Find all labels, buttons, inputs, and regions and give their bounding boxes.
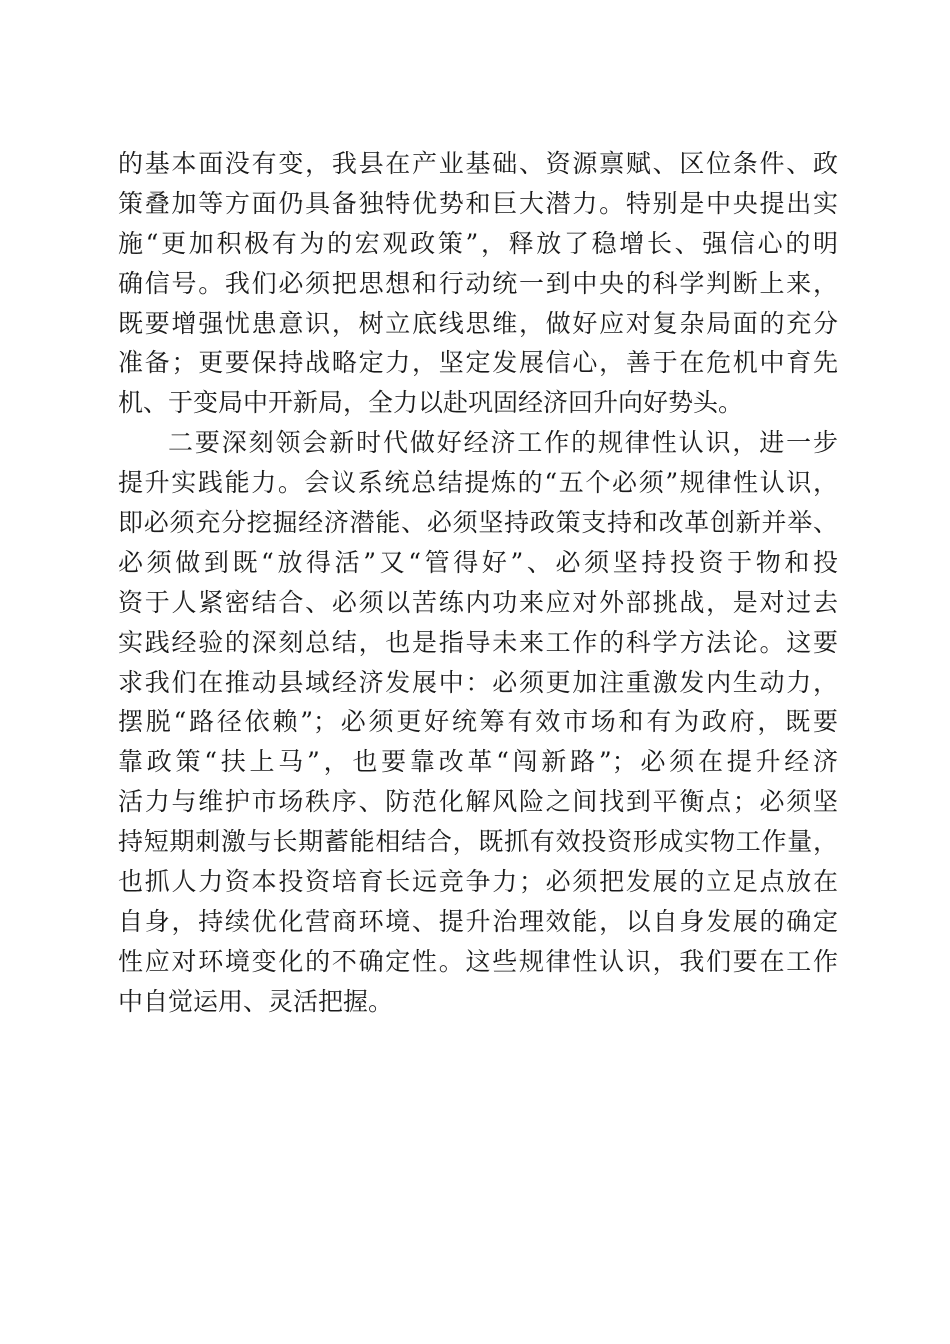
text-line: 活力与维护市场秩序、防范化解风险之间找到平衡点；必须坚 [118, 787, 838, 817]
text-line: 提升实践能力。会议系统总结提炼的“五个必须”规律性认识， [118, 468, 838, 498]
text-line: 也抓人力资本投资培育长远竞争力；必须把发展的立足点放在 [118, 867, 838, 897]
text-line: 性应对环境变化的不确定性。这些规律性认识，我们要在工作 [118, 946, 838, 976]
text-line: 摆脱“路径依赖”；必须更好统筹有效市场和有为政府，既要 [118, 707, 838, 737]
document-body [118, 144, 838, 1022]
text-line: 策叠加等方面仍具备独特优势和巨大潜力。特别是中央提出实 [118, 188, 838, 218]
text-line: 持短期刺激与长期蓄能相结合，既抓有效投资形成实物工作量， [118, 827, 838, 857]
text-line: 的基本面没有变，我县在产业基础、资源禀赋、区位条件、政 [118, 149, 838, 178]
text-line: 靠政策“扶上马”，也要靠改革“闯新路”；必须在提升经济 [118, 747, 838, 777]
text-line: 即必须充分挖掘经济潜能、必须坚持政策支持和改革创新并举、 [118, 508, 838, 538]
text-line: 实践经验的深刻总结，也是指导未来工作的科学方法论。这要 [118, 627, 838, 657]
text-line: 既要增强忧患意识，树立底线思维，做好应对复杂局面的充分 [118, 308, 838, 338]
text-line: 资于人紧密结合、必须以苦练内功来应对外部挑战，是对过去 [118, 587, 838, 617]
paragraph-last-line: 机、于变局中开新局，全力以赴巩固经济回升向好势头。 [118, 388, 744, 418]
paragraph-first-line: 二要深刻领会新时代做好经济工作的规律性认识，进一步 [168, 428, 838, 458]
text-line: 施“更加积极有为的宏观政策”，释放了稳增长、强信心的明 [118, 228, 838, 258]
text-line: 自身，持续优化营商环境、提升治理效能，以自身发展的确定 [118, 906, 838, 936]
paragraph-last-line: 中自觉运用、灵活把握。 [118, 986, 394, 1016]
text-line: 求我们在推动县域经济发展中：必须更加注重激发内生动力， [118, 667, 838, 697]
text-line: 必须做到既“放得活”又“管得好”、必须坚持投资于物和投 [118, 547, 838, 577]
text-line: 准备；更要保持战略定力，坚定发展信心，善于在危机中育先 [118, 348, 838, 378]
text-line: 确信号。我们必须把思想和行动统一到中央的科学判断上来， [118, 268, 838, 298]
